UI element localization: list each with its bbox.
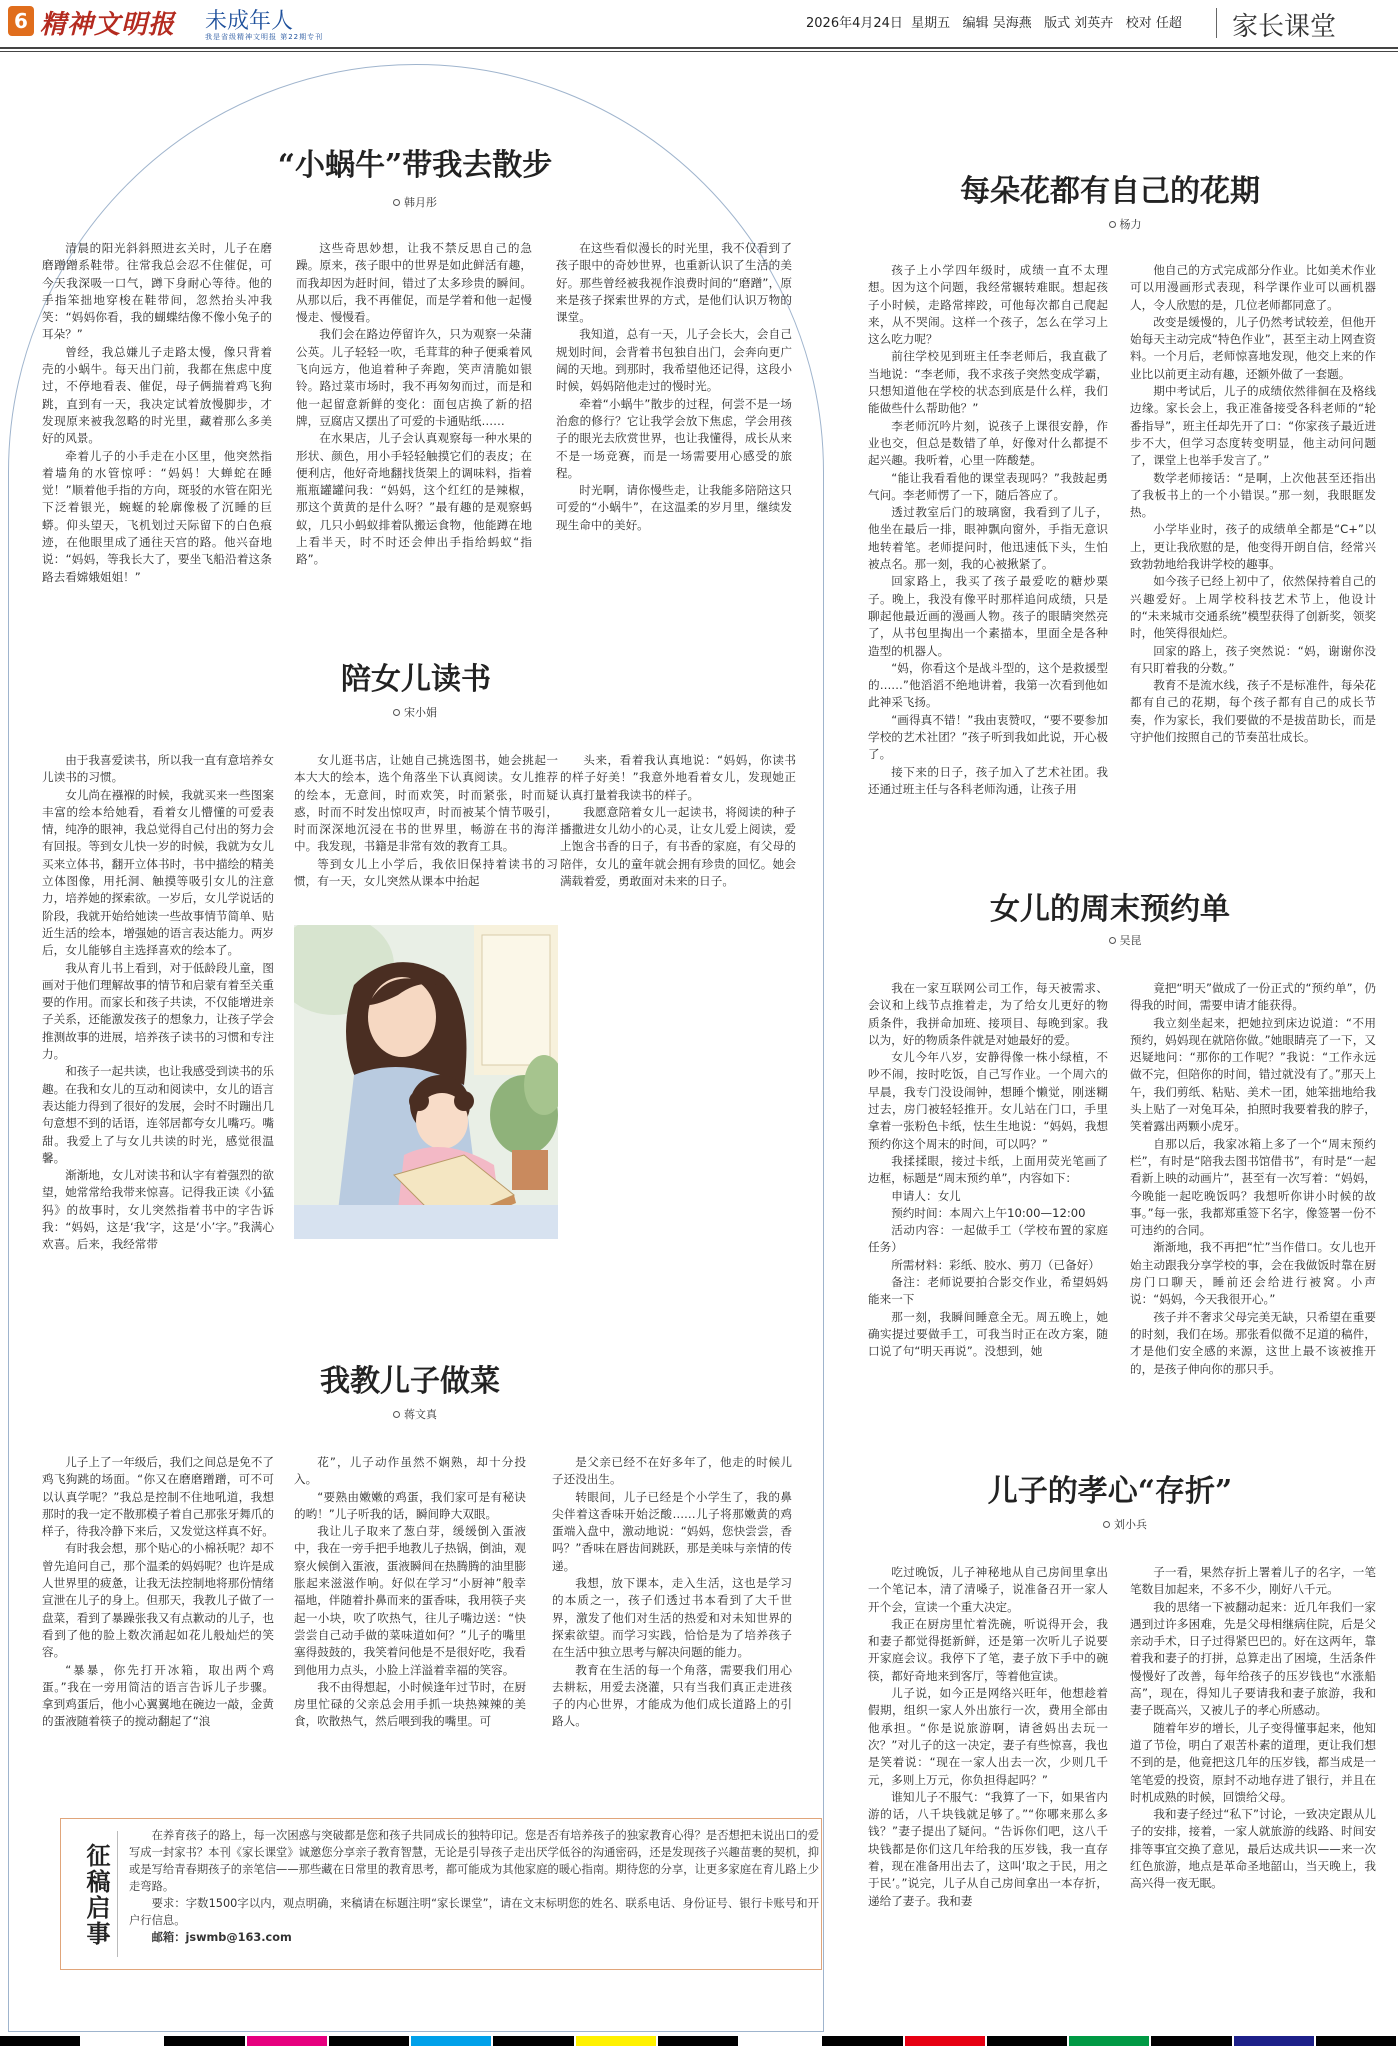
page-header — [0, 0, 1398, 48]
color-swatch — [164, 2036, 244, 2046]
article-author: 韩月彤 — [404, 196, 437, 209]
article-paragraph: 我正在厨房里忙着洗碗，听说得开会，我和妻子都觉得挺新鲜，还是第一次听儿子说要开家庭会议。我停下了笔，妻子放下手中的碗筷，都好奇地来到客厅，等着他宣读。 — [868, 1616, 1108, 1683]
article-title: “小蜗牛”带我去散步 — [277, 148, 553, 183]
article-column — [1130, 262, 1376, 862]
color-swatch — [658, 2036, 738, 2046]
article-paragraph: 我的思绪一下被翻动起来：近几年我们一家遇到过许多困难，先是父母相继病住院，后是父亲动手术，日子过得紧巴巴的。好在这两年，靠着我和妻子的打拼，总算走出了困境，生活条件慢慢好了改善，每年给孩子的压岁钱也“水涨船高”，现在，得知儿子要请我和妻子旅游，我和妻子既高兴，又被儿子的孝心所感动。 — [1130, 1599, 1376, 1718]
color-swatch — [329, 2036, 409, 2046]
article-paragraph: 教育在生活的每一个角落，需要我们用心去耕耘，用爱去浇灌，只有当我们真正走进孩子的内心世界，才能成为他们成长道路上的引路人。 — [552, 1662, 792, 1729]
article-paragraph: 如今孩子已经上初中了，依然保持着自己的兴趣爱好。上周学校科技艺术节上，他设计的“未来城市交通系统”模型获得了创新奖，领奖时，他笑得很灿烂。 — [1130, 574, 1376, 641]
layout-credit: 版式 刘英卉 — [1044, 16, 1114, 31]
notice-body — [129, 1827, 819, 1946]
article-paragraph: 我们会在路边停留许久，只为观察一朵蒲公英。儿子轻轻一吹，毛茸茸的种子便乘着风飞向远方，他追着种子奔跑，笑声清脆如银铃。路过菜市场时，我不再匆匆而过，而是和他一起留意新鲜的变化：面包店换了新的招牌，豆腐店又摆出了可爱的卡通贴纸…… — [296, 327, 532, 428]
article-title: 每朵花都有自己的花期 — [960, 174, 1260, 209]
sub-masthead-caption: 我是省级精神文明报 第22期专刊 — [205, 33, 324, 41]
article-title: 女儿的周末预约单 — [990, 892, 1230, 927]
article-paragraph: 子一看，果然存折上署着儿子的名字，一笔笔数目加起来，不多不少，刚好八千元。 — [1130, 1565, 1376, 1597]
notice-title: 征稿启事 — [82, 1843, 111, 1947]
article-byline — [1040, 1516, 1210, 1532]
article-column — [560, 752, 796, 918]
color-swatch — [493, 2036, 573, 2046]
article-paragraph: 在水果店，儿子会认真观察每一种水果的形状、颜色，用小手轻轻触摸它们的表皮；在便利店，他好奇地翻找货架上的调味料，指着瓶瓶罐罐问我：“妈妈，这个红红的是辣椒，那这个黄黄的是什么呀？”最有趣的是观察蚂蚁，几只小蚂蚁排着队搬运食物，他能蹲在地上看半天，时不时还会伸出手指给蚂蚁“指路”。 — [296, 431, 532, 567]
illustration-svg — [294, 925, 558, 1239]
article-column — [552, 1454, 792, 1804]
article-paragraph: 牵着儿子的小手走在小区里，他突然指着墙角的水管惊呼：“妈妈！大蝉蛇在睡觉！”顺着他手指的方向，斑驳的水管在阳光下泛着银光，蜿蜒的轮廓像极了沉睡的巨蟒。仰头望天，飞机划过天际留下的白色痕迹，在他眼里成了通往天宫的路。他兴奋地说：“妈妈，等我长大了，要坐飞船沿着这条路去看嫦娥姐姐！” — [42, 448, 272, 584]
issue-date: 2026年4月24日 — [806, 16, 903, 31]
article-paragraph: 我让儿子取来了葱白芽，缓缓倒入蛋液中，我在一旁手把手地教儿子热锅，倒油，观察火候倒入蛋液，蛋液瞬间在热腾腾的油里膨胀起来滋滋作响。好似在学习“小厨神”般幸福地，伴随着扑鼻而来的蛋香味，我用筷子夹起一小块，吹了吹热气，往儿子嘴边送：“快尝尝自己动手做的菜味道如何？”儿子的嘴里塞得鼓鼓的，我笑着问他是不是很好吃，我看到他用力点头，小脸上洋溢着幸福的笑容。 — [294, 1524, 526, 1677]
notice-divider — [117, 1831, 118, 1957]
article-paragraph: 改变是缓慢的，儿子仍然考试较差，但他开始每天主动完成“特色作业”，甚至主动上网查资料。一个月后，老师惊喜地发现，他交上来的作业比以前更主动有趣，还额外做了一套题。 — [1130, 314, 1376, 381]
color-swatch — [987, 2036, 1067, 2046]
article-paragraph: 我不由得想起，小时候逢年过节时，在厨房里忙碌的父亲总会用手抓一块热辣辣的美食，吹散热气，然后喂到我的嘴里。可 — [294, 1679, 526, 1729]
proofread-credit: 校对 任超 — [1125, 16, 1182, 31]
bullet-circle-icon — [393, 1411, 400, 1418]
color-swatch — [905, 2036, 985, 2046]
article-column — [42, 240, 272, 680]
article-author: 刘小兵 — [1114, 1518, 1147, 1531]
article-author: 宋小娟 — [404, 706, 437, 719]
issue-weekday: 星期五 — [911, 16, 951, 31]
call-for-submissions-box — [60, 1818, 822, 1970]
article-byline — [1040, 932, 1210, 948]
color-swatch — [0, 2036, 80, 2046]
article-paragraph: 是父亲已经不在好多年了，他走的时候儿子还没出生。 — [552, 1455, 792, 1487]
article-column — [1130, 980, 1376, 1452]
article-paragraph: 女儿今年八岁，安静得像一株小绿植，不吵不闹，按时吃饭，自己写作业。一个周六的早晨，我专门没设闹钟，想睡个懒觉，刚迷糊过去，房门被轻轻推开。女儿站在门口，手里拿着一张粉色卡纸，怯生生地说：“妈妈，我想预约你这个周末的时间，可以吗？” — [868, 1050, 1108, 1151]
article-paragraph: 等到女儿上小学后，我依旧保持着读书的习惯，有一天，女儿突然从课本中抬起 — [294, 856, 558, 889]
article-paragraph: 清晨的阳光斜斜照进玄关时，儿子在磨磨蹭蹭系鞋带。往常我总会忍不住催促，可今天我深吸一口气，蹲下身耐心等待。他的手指笨拙地穿梭在鞋带间，忽然抬头冲我笑：“妈妈你看，我的蝴蝶结像不像小兔子的耳朵？” — [42, 241, 272, 342]
article-paragraph: 那一刻，我瞬间睡意全无。周五晚上，她确实提过要做手工，可我当时正在改方案，随口说了句“明天再说”。没想到，她 — [868, 1309, 1108, 1359]
article-paragraph: 我愿意陪着女儿一起读书，将阅读的种子播撒进女儿幼小的心灵，让女儿爱上阅读，爱上饱含书香的日子，有书香的家庭，有父母的陪伴，女儿的童年就会拥有珍贵的回忆。她会满载着爱，勇敢面对未来的日子。 — [560, 804, 796, 889]
color-swatch — [247, 2036, 327, 2046]
article-title: 我教儿子做菜 — [320, 1364, 500, 1399]
article-column — [42, 752, 274, 1328]
article-paragraph: 曾经，我总嫌儿子走路太慢，像只背着壳的小蜗牛。每天出门前，我都在焦虑中度过，不停地看表、催促，母子俩揣着鸡飞狗跳，直到有一天，我决定试着放慢脚步，才发现原来被我忽略的时光里，藏着那么多美好的风景。 — [42, 344, 272, 446]
article-byline — [330, 704, 500, 720]
article-author: 杨力 — [1119, 218, 1142, 231]
article-paragraph: 花”，儿子动作虽然不娴熟，却十分投入。 — [294, 1455, 526, 1487]
article-paragraph: 儿子说，如今正是网络兴旺年，他想趁着假期，组织一家人外出旅行一次，费用全部由他承担。“你是说旅游啊，请爸妈出去玩一次？”对儿子的这一决定，妻子有些惊喜，我也是笑着说：“现在一家人出去一次，少则几千元，多则上万元，你负担得起吗？” — [868, 1686, 1108, 1787]
article-title: 陪女儿读书 — [341, 662, 491, 697]
article-paragraph: 孩子并不奢求父母完美无缺，只希望在重要的时刻，我们在场。那张看似微不足道的稿件，才是他们安全感的来源，这世上最不该被推开的，是孩子伸向你的那只手。 — [1130, 1309, 1376, 1376]
article-column — [294, 752, 558, 918]
newspaper-masthead: 精神文明报 — [40, 10, 176, 40]
article-paragraph: 我想，放下课本，走入生活，这也是学习的本质之一，孩子们透过书本看到了大千世界，激发了他们对生活的热爱和对未知世界的探索欲望。而学习实践，恰恰是为了培养孩子在生活中独立思考与解决问题的能力。 — [552, 1576, 792, 1660]
color-swatch — [411, 2036, 491, 2046]
article-paragraph: 接下来的日子，孩子加入了艺术社团。我还通过班主任与各科老师沟通，让孩子用 — [868, 764, 1108, 796]
article-paragraph: 回家的路上，孩子突然说：“妈，谢谢你没有只盯着我的分数。” — [1130, 643, 1376, 675]
article-column — [42, 1454, 274, 1804]
article-column — [868, 1564, 1108, 1968]
article-paragraph: 和孩子一起共读，也让我感受到读书的乐趣。在我和女儿的互动和阅读中，女儿的语言表达能力得到了很好的发展，会时不时蹦出几句意想不到的话语，连邻居都夸女儿嘴巧。嘴甜。我爱上了与女儿共读的时光，感觉很温馨。 — [42, 1064, 274, 1165]
article-paragraph: 时光啊，请你慢些走，让我能多陪陪这只可爱的“小蜗牛”，在这温柔的岁月里，继续发现生命中的美好。 — [556, 483, 792, 532]
section-title: 家长课堂 — [1232, 12, 1337, 42]
article-paragraph: 转眼间，儿子已经是个小学生了，我的鼻尖伴着这香味开始泛酸……儿子将那嫩黄的鸡蛋端入盘中，激动地说：“妈妈，您快尝尝，香吗？”香味在唇齿间跳跃，那是美味与亲情的传递。 — [552, 1489, 792, 1573]
color-swatch — [1234, 2036, 1314, 2046]
article-paragraph: 头来，看着我认真地说：“妈妈，你读书的样子好美！”我意外地看着女儿，发现她正认真打量着我读书的样子。 — [560, 753, 796, 802]
article-paragraph: 渐渐地，女儿对读书和认字有着强烈的欲望，她常常给我带来惊喜。记得我正读《小猛犸》的故事时，女儿突然指着书中的字告诉我：“妈妈，这是‘我’字，这是‘小’字。”我满心欢喜。后来，我经常带 — [42, 1168, 274, 1252]
article-paragraph: 数学老师接话：“是啊，上次他甚至还指出了我板书上的一个小错误。”那一刻，我眼眶发热。 — [1130, 470, 1376, 520]
mother-daughter-reading-illustration — [294, 925, 558, 1239]
article-paragraph: 我从育儿书上看到，对于低龄段儿童，图画对于他们理解故事的情节和启蒙有着至关重要的作用。而家长和孩子共读，不仅能增进亲子关系，还能激发孩子的想象力，让孩子学会推测故事的进展，培养孩子读书的习惯和专注力。 — [42, 960, 274, 1062]
article-byline — [330, 1406, 500, 1422]
article-paragraph: 活动内容：一起做手工（学校布置的家庭任务） — [868, 1223, 1108, 1255]
bullet-circle-icon — [393, 199, 400, 206]
color-swatch — [822, 2036, 902, 2046]
editor-credit: 编辑 吴海燕 — [962, 16, 1032, 31]
article-column — [294, 1454, 526, 1804]
article-column — [296, 240, 532, 640]
article-author: 蒋文真 — [404, 1408, 437, 1421]
color-swatch — [1069, 2036, 1149, 2046]
article-paragraph: 在这些看似漫长的时光里，我不仅看到了孩子眼中的奇妙世界，也重新认识了生活的美好。那些曾经被我视作浪费时间的“磨蹭”，原来是孩子探索世界的方式，是他们认识万物的课堂。 — [556, 241, 792, 325]
article-paragraph: 渐渐地，我不再把“忙”当作借口。女儿也开始主动跟我分享学校的事，会在我做饭时靠在厨房门口聊天，睡前还会给进行被窝。小声说：“妈妈，今天我很开心。” — [1130, 1240, 1376, 1307]
color-swatch — [1151, 2036, 1231, 2046]
article-paragraph: 所需材料：彩纸、胶水、剪刀（已备好） — [891, 1257, 1100, 1272]
article-paragraph: 由于我喜爱读书，所以我一直有意培养女儿读书的习惯。 — [42, 753, 274, 785]
article-paragraph: 李老师沉吟片刻，说孩子上课很安静，作业也交，但总是数错了单，好像对什么都提不起兴趣。我听着，心里一阵酸楚。 — [868, 418, 1108, 468]
color-swatch — [82, 2036, 162, 2046]
bullet-circle-icon — [1109, 937, 1116, 944]
page-number-badge: 6 — [8, 6, 34, 36]
article-paragraph: “画得真不错！”我由衷赞叹，“要不要参加学校的艺术社团？”孩子听到我如此说，开心极了。 — [868, 712, 1108, 762]
article-paragraph: 牵着“小蜗牛”散步的过程，何尝不是一场治愈的修行？它让我学会放下焦虑，学会用孩子的眼光去欣赏世界，也让我懂得，成长从来不是一场竞赛，而是一场需要用心感受的旅程。 — [556, 396, 792, 480]
article-paragraph: 教育不是流水线，孩子不是标准件，每朵花都有自己的花期，每个孩子都有自己的成长节奏，作为家长，我们要做的不是拔苗助长，而是守护他们按照自己的节奏茁壮成长。 — [1130, 678, 1376, 745]
color-swatch — [740, 2036, 820, 2046]
article-paragraph: 孩子上小学四年级时，成绩一直不太理想。因为这个问题，我经常辗转难眠。想起孩子小时候，走路常摔跤，可他每次都自己爬起来，从不哭闹。这样一个孩子，怎么在学习上这么吃力呢？ — [868, 263, 1108, 347]
article-paragraph: “妈，你看这个是战斗型的，这个是救援型的……”他滔滔不绝地讲着，我第一次看到他如此神采飞扬。 — [868, 660, 1108, 710]
article-paragraph: 我在一家互联网公司工作，每天被需求、会议和上线节点推着走，为了给女儿更好的物质条件，我拼命加班、接项目、每晚到家。我以为，好的物质条件就是对她最好的爱。 — [868, 981, 1108, 1047]
article-paragraph: 儿子上了一年级后，我们之间总是免不了鸡飞狗跳的场面。“你又在磨磨蹭蹭，可不可以认真学呢？”我总是控制不住地吼道，我想那时的我一定不散那模子着自己那张牙舞爪的样子，待我冷静下来后，又发觉这样真不好。 — [42, 1455, 274, 1539]
article-paragraph: 预约时间：本周六上午10:00—12:00 — [891, 1205, 1086, 1220]
sub-masthead: 未成年人 — [205, 9, 294, 34]
article-paragraph: “要熟由嫩嫩的鸡蛋，我们家可是有秘诀的哟！”儿子听我的话，瞬间睁大双眼。 — [294, 1489, 526, 1521]
article-paragraph: “暴暴，你先打开冰箱，取出两个鸡蛋。”我在一旁用简洁的语言告诉儿子步骤。拿到鸡蛋后，他小心翼翼地在碗边一敲，金黄的蛋液随着筷子的搅动翻起了“浪 — [42, 1662, 274, 1729]
article-paragraph: 申请人：女儿 — [891, 1188, 961, 1203]
article-title: 儿子的孝心“存折” — [987, 1474, 1233, 1509]
color-swatch — [576, 2036, 656, 2046]
article-paragraph: 女儿尚在襁褓的时候，我就买来一些图案丰富的绘本给她看，看着女儿懵懂的可爱表情，纯净的眼神，我总觉得自己付出的努力会有回报。等到女儿快一岁的时候，我就为女儿买来立体书，翻开立体书时，书中描绘的精美立体图像，用托洞、触摸等吸引女儿的注意力，培养她的探索欲。一岁后，女儿学说话的阶段，我就开始给她读一些故事情节简单、贴近生活的绘本，增强她的语言表达能力。两岁后，女儿能够自主选择喜欢的绘本了。 — [42, 787, 274, 958]
article-paragraph: 有时我会想，那个贴心的小棉袄呢？却不曾先追问自己，那个温柔的妈妈呢？也许是成人世界里的疲惫，让我无法控制地将那份情绪宣泄在儿子的身上。但那天，我教儿子做了一盘菜，看到了暴躁张我又有点歉动的儿子，也看到了他的脸上数次涌起如花儿般灿烂的笑容。 — [42, 1541, 274, 1660]
article-paragraph: “能让我看看他的课堂表现吗？”我鼓起勇气问。李老师愣了一下，随后答应了。 — [868, 470, 1108, 502]
header-rule — [0, 47, 1398, 49]
article-byline — [330, 194, 500, 210]
article-column — [868, 262, 1108, 862]
bullet-circle-icon — [393, 709, 400, 716]
issue-meta — [806, 12, 1182, 31]
article-paragraph: 备注：老师说要拍合影交作业，希望妈妈能来一下 — [868, 1275, 1108, 1307]
article-paragraph: 自那以后，我家冰箱上多了一个“周末预约栏”，有时是“陪我去图书馆借书”，有时是“一起看新上映的动画片”，甚至有一次写着：“妈妈，今晚能一起吃晚饭吗？我想听你讲小时候的故事。”每一张，我都郑重签下名字，像签署一份不可违约的合同。 — [1130, 1136, 1376, 1238]
article-paragraph: 谁知儿子不服气：“我算了一下，如果省内游的话，八千块钱就足够了。”“你哪来那么多钱？”妻子提出了疑问。“告诉你们吧，这八千块钱都是你们这几年给我的压岁钱，我一直存着，现在准备用出去了，这叫‘取之于民，用之于民’。”说完，儿子从自己房间拿出一本存折，递给了妻子。我和妻 — [868, 1789, 1108, 1908]
article-paragraph: 前往学校见到班主任李老师后，我直截了当地说：“李老师，我不求孩子突然变成学霸，只想知道他在学校的状态到底是什么样，我们能做些什么帮助他？” — [868, 349, 1108, 416]
article-paragraph: 女儿逛书店，让她自己挑选图书，她会挑起一本大大的绘本，选个角落坐下认真阅读。女儿推荐的绘本，无意间，时而欢笑，时而紧张，时而疑惑，时而不时发出惊叹声，时而被某个情节吸引，时而深深地沉浸在书的世界里，畅游在书的海洋中。我发现，书籍是非常有效的教育工具。 — [294, 753, 558, 854]
article-author: 吴昆 — [1119, 934, 1142, 947]
article-paragraph: 随着年岁的增长，儿子变得懂事起来，他知道了节俭，明白了艰苦朴素的道理，更让我们想不到的是，他竟把这几年的压岁钱，都当成是一笔笔爱的投资，原封不动地存进了银行，并且在时机成熟的时候，回馈给父母。 — [1130, 1720, 1376, 1804]
article-paragraph: 这些奇思妙想，让我不禁反思自己的急躁。原来，孩子眼中的世界是如此鲜活有趣，而我却因为赶时间，错过了太多珍贵的瞬间。从那以后，我不再催促，而是学着和他一起慢慢走、慢慢看。 — [296, 241, 532, 325]
header-rule-thin — [0, 51, 1398, 52]
bullet-circle-icon — [1103, 1521, 1110, 1528]
article-column — [868, 980, 1108, 1452]
article-paragraph: 吃过晚饭，儿子神秘地从自己房间里拿出一个笔记本，清了清嗓子，说准备召开一家人开个会，宣读一个重大决定。 — [868, 1565, 1108, 1614]
article-paragraph: 我和妻子经过“私下”讨论，一致决定跟从儿子的安排，接着，一家人就旅游的线路、时间安排等事宜交换了意见，最后达成共识——来一次红色旅游，地点是革命圣地韶山，当天晚上，我高兴得一夜无眠。 — [1130, 1807, 1376, 1891]
article-paragraph: 透过教室后门的玻璃窗，我看到了儿子，他坐在最后一排，眼神飘向窗外，手指无意识地转着笔。老师提问时，他迅速低下头，生怕被点名。那一刻，我的心被揪紧了。 — [868, 505, 1108, 572]
article-paragraph: 我立刻坐起来，把她拉到床边说道：“不用预约，妈妈现在就陪你做。”她眼睛亮了一下，又迟疑地问：“那你的工作呢？”我说：“工作永远做不完，但陪你的时间，错过就没有了。”那天上午，我们剪纸、粘贴、美术一团，她笨拙地给我头上贴了一对兔耳朵，拍照时我要着我的脖子，笑着露出两颗小虎牙。 — [1130, 1015, 1376, 1134]
article-paragraph: 期中考试后，儿子的成绩依然徘徊在及格线边缘。家长会上，我正准备接受各科老师的“轮番指导”，班主任却先开了口：“你家孩子最近进步不大，但学习态度转变明显，他主动问问题了，课堂上也举手发言了。” — [1130, 384, 1376, 468]
article-paragraph: 我揉揉眼，接过卡纸，上面用荧光笔画了边框，标题是“周末预约单”，内容如下： — [868, 1153, 1108, 1186]
notice-text: 在养育孩子的路上，每一次困惑与突破都是您和孩子共同成长的独特印记。您是否有培养孩子的独家教育心得？是否想把未说出口的爱写成一封家书？本刊《家长课堂》诚邀您分享亲子教育智慧，无论是引导孩子走出厌学低谷的沟通密码，还是发现孩子兴趣苗裹的契机，抑或是写给青春期孩子的亲笔信——那些藏在日常里的教育思考，都可能成为其他家庭的暖心指南。期待您的分享，让更多家庭在育儿路上少走弯路。 — [129, 1829, 819, 1893]
color-swatch — [1316, 2036, 1396, 2046]
article-byline — [1040, 216, 1210, 232]
notice-email: 邮箱：jswmb@163.com — [151, 1931, 292, 1944]
article-paragraph: 他自己的方式完成部分作业。比如美术作业可以用漫画形式表现，科学课作业可以画机器人，令人欣慰的是，几位老师都同意了。 — [1130, 263, 1376, 312]
header-divider — [1216, 8, 1217, 38]
article-paragraph: 回家路上，我买了孩子最爱吃的糖炒栗子。晚上，我没有像平时那样追问成绩，只是聊起他最近画的漫画人物。孩子的眼睛突然亮了，从书包里掏出一个素描本，里面全是各种造型的机器人。 — [868, 574, 1108, 658]
article-paragraph: 我知道，总有一天，儿子会长大，会自己规划时间，会背着书包独自出门，会奔向更广阔的天地。到那时，我希望他还记得，这段小时候，妈妈陪他走过的慢时光。 — [556, 327, 792, 394]
article-paragraph: 竟把“明天”做成了一份正式的“预约单”，仍得我的时间，需要申请才能获得。 — [1130, 981, 1376, 1013]
print-registration-bar — [0, 2032, 1398, 2048]
article-column — [1130, 1564, 1376, 1968]
article-column — [556, 240, 792, 670]
bullet-circle-icon — [1109, 221, 1116, 228]
article-paragraph: 小学毕业时，孩子的成绩单全都是“C+”以上，更让我欣慰的是，他变得开朗自信，经常兴致勃勃地给我讲学校的趣事。 — [1130, 522, 1376, 572]
notice-requirements: 要求：字数1500字以内，观点明确，来稿请在标题注明“家长课堂”，请在文末标明您的姓名、联系电话、身份证号、银行卡账号和开户行信息。 — [129, 1897, 819, 1927]
